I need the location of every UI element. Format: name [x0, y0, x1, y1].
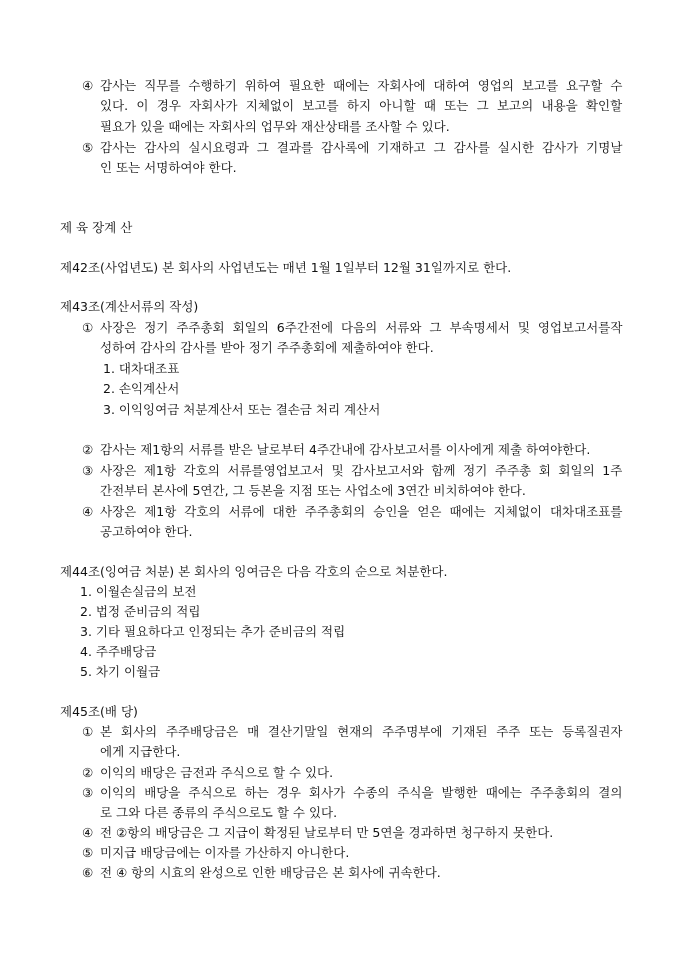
list-item: 4. 주주배당금 [80, 644, 157, 659]
clause-marker: ⑤ [82, 845, 94, 860]
clause-text: 인 또는 서명하여야 한다. [100, 160, 237, 175]
clause-text: 사장은 제1항 각호의 서류에 대한 주주총회의 승인을 얻은 때에는 지체없이 대차대조표를 [100, 504, 623, 519]
clause-text: 본 회사의 주주배당금은 매 결산기말일 현재의 주주명부에 기재된 주주 또는 등록질권자 [100, 724, 623, 739]
article-45-heading: 제45조(배 당) [60, 704, 138, 719]
clause-marker: ③ [82, 463, 94, 478]
clause-text: 사장은 정기 주주총회 회일의 6주간전에 다음의 서류와 그 부속명세서 및 영업보고서를작 [100, 320, 623, 335]
clause-marker: ③ [82, 785, 94, 800]
clause-marker: ⑤ [82, 140, 94, 155]
article-42: 제42조(사업년도) 본 회사의 사업년도는 매년 1월 1일부터 12월 31일까지로 한다. [60, 260, 512, 275]
clause-marker: ② [82, 765, 94, 780]
clause-marker: ④ [82, 78, 94, 93]
clause-text: 감사는 직무를 수행하기 위하여 필요한 때에는 자회사에 대하여 영업의 보고를 요구할 수 [100, 78, 623, 93]
clause-text: 있다. 이 경우 자회사가 지체없이 보고를 하지 아니할 때 또는 그 보고의 내용을 확인할 [100, 98, 623, 113]
clause-text: 미지급 배당금에는 이자를 가산하지 아니한다. [100, 845, 350, 860]
clause-text: 로 그와 다른 종류의 주식으로도 할 수 있다. [100, 805, 338, 820]
clause-text: 전 ④ 항의 시효의 완성으로 인한 배당금은 본 회사에 귀속한다. [100, 865, 441, 880]
clause-text: 전 ②항의 배당금은 그 지급이 확정된 날로부터 만 5연을 경과하면 청구하지 못한다. [100, 825, 554, 840]
clause-text: 필요가 있을 때에는 자회사의 업무와 재산상태를 조사할 수 있다. [100, 119, 450, 134]
clause-text: 감사는 제1항의 서류를 받은 날로부터 4주간내에 감사보고서를 이사에게 제출 하여야한다. [100, 442, 591, 457]
article-44-heading: 제44조(잉여금 처분) 본 회사의 잉여금은 다음 각호의 순으로 처분한다. [60, 564, 448, 579]
list-item: 5. 차기 이월금 [80, 664, 161, 679]
clause-marker: ④ [82, 504, 94, 519]
clause-text: 이익의 배당은 금전과 주식으로 할 수 있다. [100, 765, 334, 780]
clause-text: 간전부터 본사에 5연간, 그 등본을 지점 또는 사업소에 3연간 비치하여야 한다. [100, 483, 526, 498]
list-item: 1. 이월손실금의 보전 [80, 584, 197, 599]
clause-marker: ① [82, 320, 94, 335]
list-item: 2. 법정 준비금의 적립 [80, 604, 201, 619]
clause-text: 이익의 배당을 주식으로 하는 경우 회사가 수종의 주식을 발행한 때에는 주주총회의 결의 [100, 785, 623, 800]
clause-marker: ① [82, 724, 94, 739]
chapter-title: 제 육 장계 산 [60, 220, 133, 235]
clause-text: 공고하여야 한다. [100, 524, 193, 539]
clause-marker: ⑥ [82, 865, 94, 880]
clause-text: 사장은 제1항 각호의 서류를영업보고서 및 감사보고서와 함께 정기 주주총 회 회일의 1주 [100, 463, 623, 478]
list-item: 2. 손익계산서 [103, 381, 180, 396]
clause-text: 성하여 감사의 감사를 받아 정기 주주총회에 제출하여야 한다. [100, 340, 434, 355]
clause-marker: ② [82, 442, 94, 457]
list-item: 1. 대차대조표 [103, 361, 180, 376]
article-43-heading: 제43조(계산서류의 작성) [60, 299, 199, 314]
clause-text: 에게 지급한다. [100, 744, 181, 759]
list-item: 3. 이익잉여금 처분계산서 또는 결손금 처리 계산서 [103, 402, 381, 417]
clause-text: 감사는 감사의 실시요령과 그 결과를 감사록에 기재하고 그 감사를 실시한 감사가 기명날 [100, 140, 623, 155]
list-item: 3. 기타 필요하다고 인정되는 추가 준비금의 적립 [80, 624, 346, 639]
clause-marker: ④ [82, 825, 94, 840]
